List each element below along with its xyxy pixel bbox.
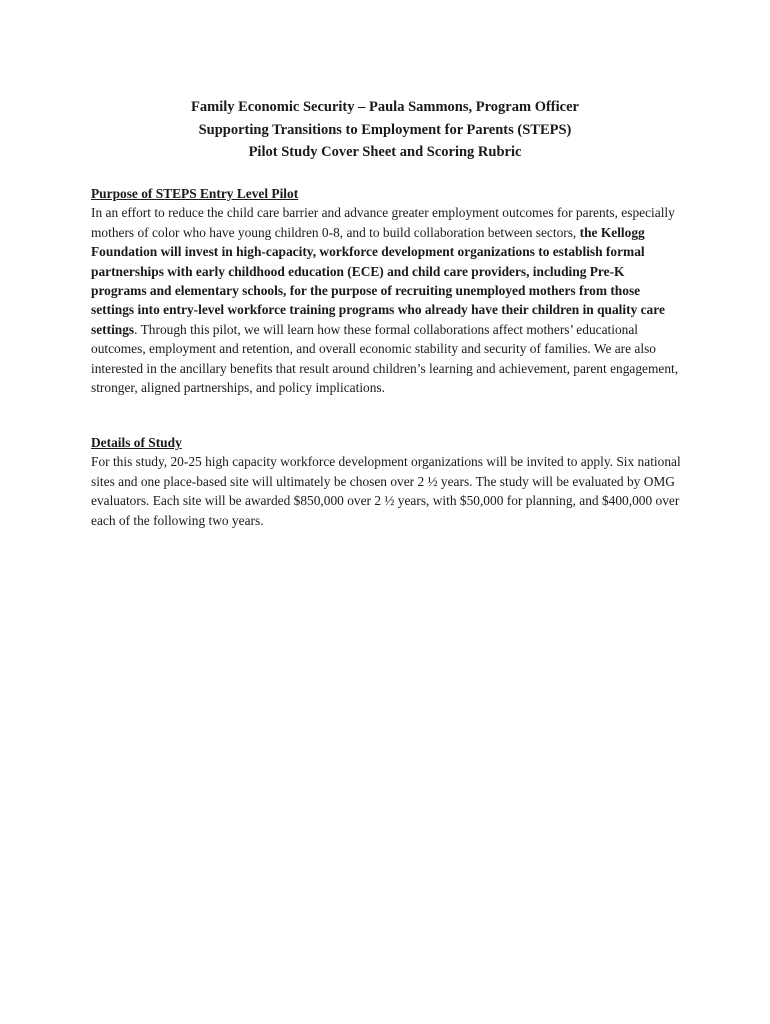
purpose-section xyxy=(91,184,681,397)
title-line-program: Family Economic Security – Paula Sammons, Program Officer xyxy=(191,99,579,115)
purpose-paragraph xyxy=(91,203,681,397)
title-line-cover-sheet: Pilot Study Cover Sheet and Scoring Rubric xyxy=(248,144,522,160)
details-paragraph: For this study, 20-25 high capacity workforce development organizations will be invited to apply. Six national sites and one place-based site will ultimately be chosen over 2 ½ years. The study will be evaluated by OMG evaluators. Each site will be awarded $850,000 over 2 ½ years, with $50,000 for planning, and $400,000 over each of the following two years. xyxy=(91,454,681,528)
details-section xyxy=(91,433,681,530)
purpose-heading: Purpose of STEPS Entry Level Pilot xyxy=(91,186,299,201)
title-line-steps: Supporting Transitions to Employment for Parents (STEPS) xyxy=(198,121,572,138)
purpose-text-intro: In an effort to reduce the child care barrier and advance greater employment outcomes for parents, especially mothers of color who have young children 0-8, and to build collaboration between sectors, xyxy=(91,205,675,240)
purpose-text-bold: the Kellogg Foundation will invest in high-capacity, workforce development organizations to establish formal partnerships with early childhood education (ECE) and child care providers, including Pre-K programs and elementary schools, for the purpose of recruiting unemployed mothers from those settings into entry-level workforce training programs who already have their children in quality care settings xyxy=(91,224,665,337)
document-title xyxy=(0,96,770,164)
purpose-text-closing: . Through this pilot, we will learn how these formal collaborations affect mothers’ educational outcomes, employment and retention, and overall economic stability and security of families. We are also interested in the ancillary benefits that result around children’s learning and achievement, parent engagement, stronger, aligned partnerships, and policy implications. xyxy=(91,321,679,396)
details-heading: Details of Study xyxy=(91,435,182,450)
